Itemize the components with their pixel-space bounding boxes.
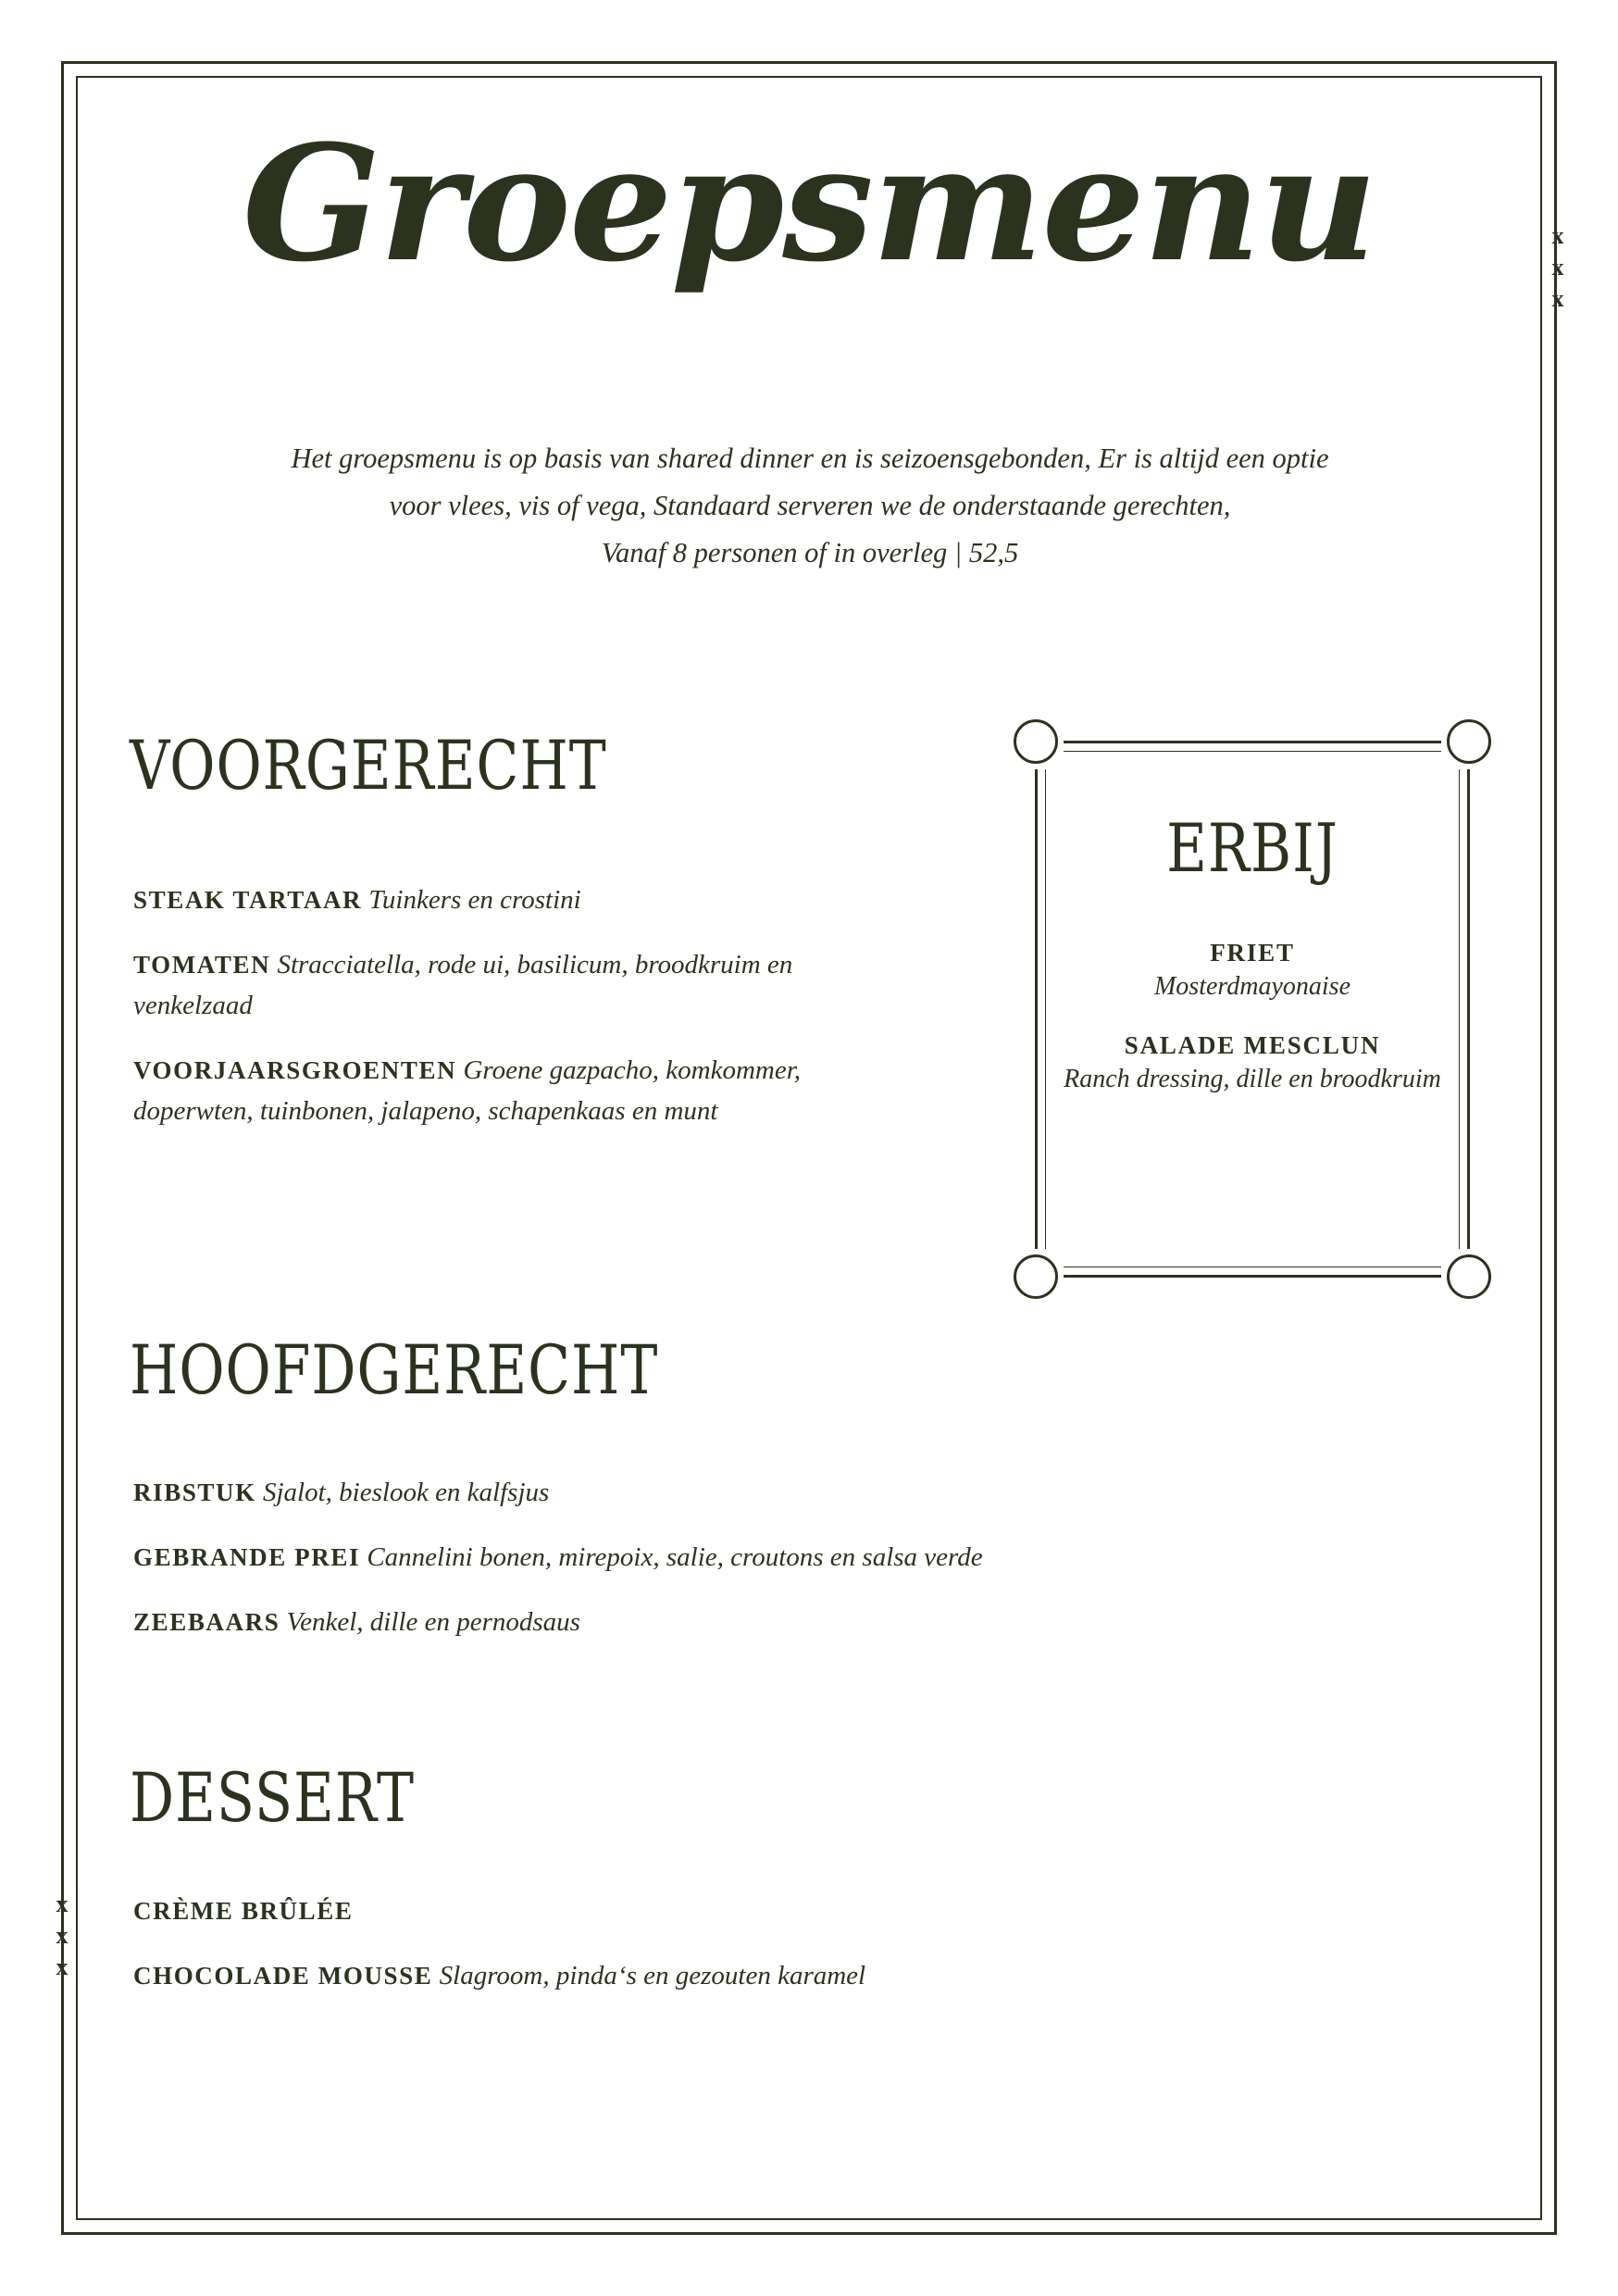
side-box-item-name: SALADE MESCLUN	[1124, 1031, 1381, 1059]
menu-item-name: VOORJAARSGROENTEN	[133, 1056, 457, 1084]
decorative-x-marks-right: x x x	[1551, 222, 1564, 312]
menu-item-name: CHOCOLADE MOUSSE	[133, 1962, 433, 1990]
menu-item-description: Groene gazpacho, komkommer, doperwten, tuinbonen, jalapeno, schapenkaas en munt	[133, 1055, 802, 1126]
section-heading-hoofdgerecht: HOOFDGERECHT	[130, 1331, 659, 1411]
menu-item	[133, 880, 911, 920]
intro-line-3: Vanaf 8 personen of in overleg | 52,5	[601, 537, 1019, 568]
corner-ornament-bottom-left	[1032, 1249, 1064, 1280]
menu-item-name: ZEEBAARS	[133, 1608, 280, 1636]
menu-item-name: STEAK TARTAAR	[133, 886, 363, 914]
menu-item-description: Tuinkers en crostini	[368, 885, 581, 915]
side-box-item-description: Mosterdmayonaise	[1153, 972, 1351, 1001]
menu-item-description: Slagroom, pinda‘s en gezouten karamel	[439, 1961, 866, 1990]
section-heading-dessert: DESSERT	[130, 1759, 415, 1839]
menu-item	[133, 1050, 911, 1131]
side-box-heading: ERBIJ	[1166, 810, 1338, 889]
corner-ornament-bottom-right	[1441, 1249, 1473, 1280]
decorative-x-marks-left: x x x	[56, 1890, 68, 1980]
side-box-items	[1059, 935, 1446, 1120]
side-box-item	[1059, 935, 1446, 1004]
menu-item-description: Stracciatella, rode ui, basilicum, broodkruim en venkelzaad	[133, 950, 793, 1020]
side-box-item-name: FRIET	[1210, 939, 1295, 967]
side-box-item-description: Ranch dressing, dille en broodkruim	[1064, 1065, 1441, 1093]
section-items-dessert	[133, 1890, 1355, 2020]
menu-item	[133, 1602, 1355, 1642]
menu-item	[133, 944, 911, 1026]
menu-item-name: TOMATEN	[133, 951, 271, 979]
menu-item	[133, 1537, 1355, 1578]
section-heading-voorgerecht: VOORGERECHT	[130, 727, 607, 806]
side-box-item	[1059, 1028, 1446, 1096]
menu-item	[133, 1890, 1355, 1931]
menu-item	[133, 1955, 1355, 1996]
menu-item-description: Cannelini bonen, mirepoix, salie, croutons en salsa verde	[367, 1542, 983, 1572]
menu-item-name: CRÈME BRÛLÉE	[133, 1897, 354, 1925]
menu-item-name: GEBRANDE PREI	[133, 1543, 361, 1571]
section-items-hoofdgerecht	[133, 1472, 1355, 1666]
intro-line-1: Het groepsmenu is op basis van shared dinner en is seizoensgebonden, Er is altijd een optie	[291, 443, 1329, 474]
menu-item	[133, 1472, 1355, 1513]
page-title: Groepsmenu	[242, 109, 1376, 297]
corner-ornament-top-right	[1441, 738, 1473, 769]
menu-item-name: RIBSTUK	[133, 1479, 256, 1506]
menu-item-description: Venkel, dille en pernodsaus	[286, 1607, 580, 1637]
corner-ornament-top-left	[1032, 738, 1064, 769]
section-items-voorgerecht	[133, 880, 911, 1155]
side-box-erbij	[1035, 741, 1470, 1278]
menu-item-description: Sjalot, bieslook en kalfsjus	[263, 1478, 550, 1507]
intro-text	[148, 435, 1472, 577]
intro-line-2: voor vlees, vis of vega, Standaard serveren we de onderstaande gerechten,	[389, 490, 1231, 521]
